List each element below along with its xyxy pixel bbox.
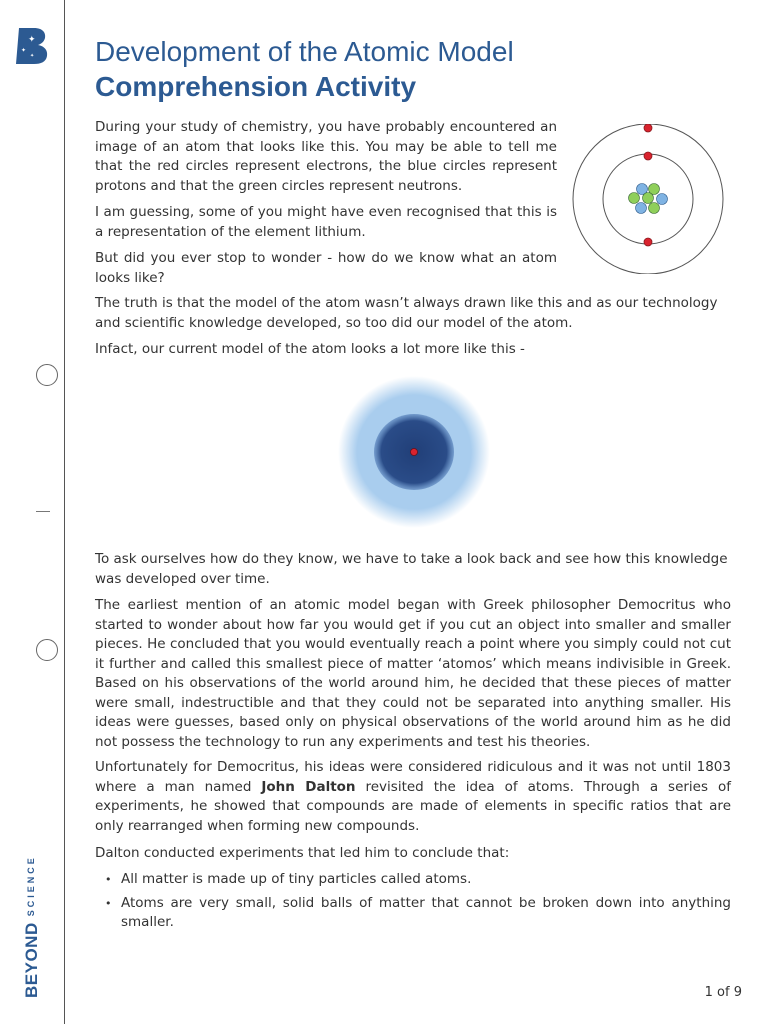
- fold-mark: [36, 511, 50, 512]
- page-title: Development of the Atomic Model: [95, 36, 514, 67]
- electron-inner-bottom: [644, 238, 652, 246]
- brand-word-beyond: BEYOND: [22, 922, 41, 998]
- binder-hole-bottom: [36, 639, 58, 661]
- list-item: • All matter is made up of tiny particles called atoms.: [95, 870, 731, 890]
- dalton-text-before: Unfortunately for Democritus, his ideas were considered ridiculous and it was not until 1803 where a man named: [95, 759, 731, 795]
- neutron: [649, 203, 660, 214]
- page-subtitle: Comprehension Activity: [95, 71, 417, 102]
- svg-text:✦: ✦: [30, 53, 35, 59]
- paragraph-lithium: I am guessing, some of you might have even recognised that this is a representation of the element lithium.: [95, 204, 557, 240]
- paragraph-truth: The truth is that the model of the atom wasn’t always drawn like this and as our technology and scientific knowledge developed, so too did our model of the atom.: [95, 295, 718, 331]
- neutron: [643, 193, 654, 204]
- paragraph-wonder: But did you ever stop to wonder - how do we know what an atom looks like?: [95, 250, 557, 286]
- neutron: [629, 193, 640, 204]
- dalton-conclusions-list: [95, 870, 731, 937]
- vertical-brand-label: [22, 855, 42, 998]
- paragraph-how-know: To ask ourselves how do they know, we have to take a look back and see how this knowledge was developed over time.: [95, 551, 728, 587]
- paragraph-infact: Infact, our current model of the atom looks a lot more like this -: [95, 341, 525, 357]
- electron-inner-top: [644, 152, 652, 160]
- lithium-atom-diagram: [568, 124, 728, 274]
- proton: [636, 203, 647, 214]
- page-margin-line: [64, 0, 65, 1024]
- paragraph-dalton-conclusion: Dalton conducted experiments that led him to conclude that:: [95, 845, 510, 861]
- proton: [657, 194, 668, 205]
- dalton-text-after: revisited the idea of atoms. Through a series of experiments, he showed that compounds are made of elements in specific ratios that are only rearranged when forming new compounds.: [95, 778, 731, 834]
- paragraph-dalton: [95, 758, 731, 836]
- brand-word-science: SCIENCE: [26, 855, 36, 917]
- beyond-science-logo-icon: [16, 26, 50, 66]
- electron-outer: [644, 124, 652, 132]
- page-number: 1 of 9: [704, 985, 742, 1000]
- nucleus-dot: [411, 449, 418, 456]
- electron-cloud-model-diagram: [330, 372, 500, 532]
- svg-text:✦: ✦: [21, 47, 27, 54]
- binder-hole-top: [36, 364, 58, 386]
- paragraph-intro: During your study of chemistry, you have probably encountered an image of an atom that looks like this. You may be able to tell me that the red circles represent electrons, the blue circles represent protons and that the green circles represent neutrons.: [95, 119, 557, 194]
- list-item: • Atoms are very small, solid balls of matter that cannot be broken down into anything smaller.: [95, 894, 731, 933]
- svg-text:✦: ✦: [28, 35, 36, 45]
- dalton-name: John Dalton: [261, 778, 356, 795]
- paragraph-democritus: The earliest mention of an atomic model began with Greek philosopher Democritus who started to wonder about how far you would get if you cut an object into smaller and smaller pieces. He concluded that you would eventually reach a point where you simply could not cut it further and called this smallest piece of matter ‘atomos’ which means indivisible in Greek. Based on his observations of the world around him, he decided that these pieces of matter were small, indestructible and that they could not be separated into anything smaller. His ideas were guesses, based only on physical observations of the world around him as he did not possess the technology to run any experiments and test his theories.: [95, 597, 731, 750]
- nucleus: [629, 184, 668, 214]
